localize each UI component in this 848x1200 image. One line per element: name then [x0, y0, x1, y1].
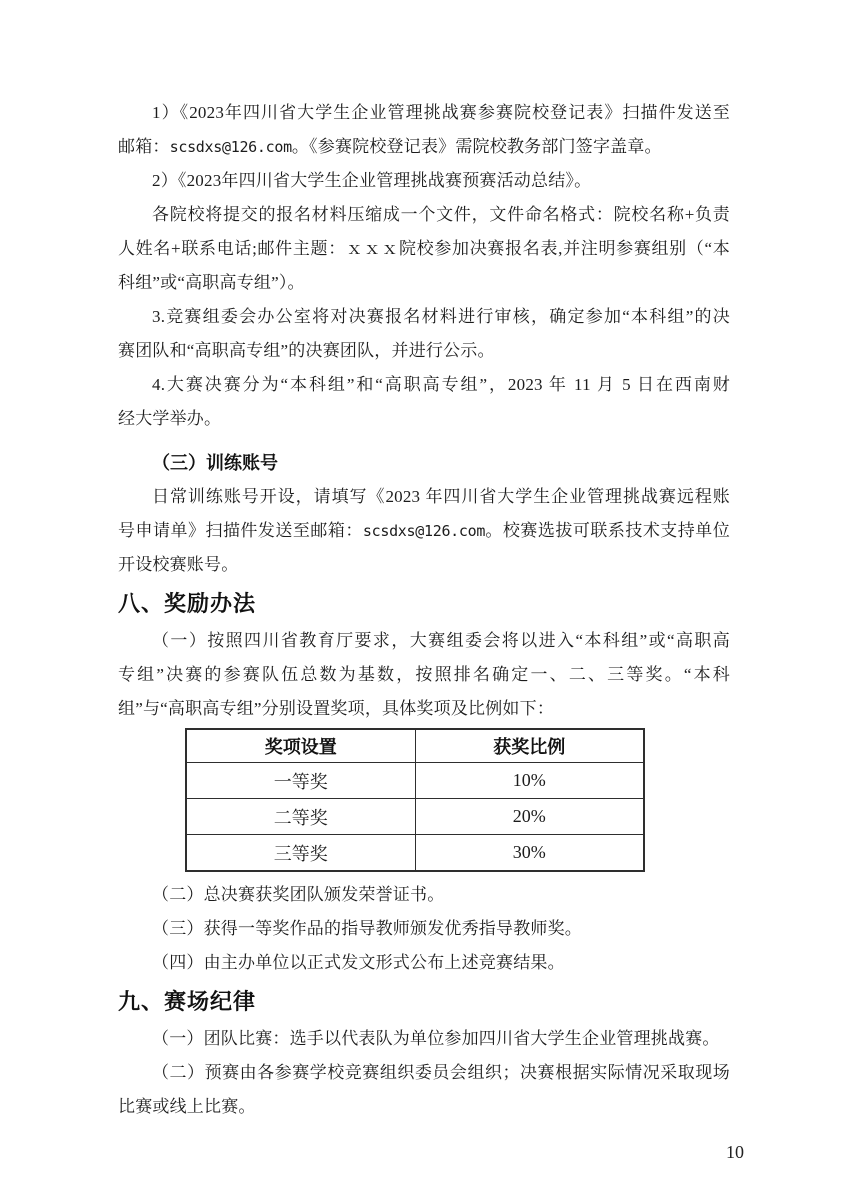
paragraph-line-email	[118, 130, 730, 164]
table-cell-prize: 一等奖	[186, 763, 415, 799]
table-header-row	[186, 729, 644, 763]
paragraph-line: （二）预赛由各参赛学校竞赛组织委员会组织；决赛根据实际情况采取现场	[152, 1063, 730, 1082]
section-heading-awards: 八、奖励办法	[118, 591, 257, 616]
page-number: 10	[726, 1142, 744, 1162]
table-cell-prize: 三等奖	[186, 835, 415, 872]
paragraph-line: 组”与“高职高专组”分别设置奖项，具体奖项及比例如下：	[118, 699, 555, 718]
line-text: 。校赛选拔可联系技术支持单位	[485, 521, 730, 540]
section-heading-discipline: 九、赛场纪律	[118, 989, 257, 1014]
paragraph-line: 经大学举办。	[118, 409, 222, 428]
awards-table	[185, 728, 645, 872]
paragraph-line: 开设校赛账号。	[118, 555, 239, 574]
paragraph-line: 科组”或“高职高专组”）。	[118, 273, 305, 292]
paragraph-line: 人姓名+联系电话;邮件主题：ｘｘｘ院校参加决赛报名表,并注明参赛组别（“本	[118, 239, 730, 258]
line-text: 邮箱：	[118, 137, 170, 156]
paragraph-line: （三）获得一等奖作品的指导教师颁发优秀指导教师奖。	[152, 919, 582, 938]
paragraph-line: （二）总决赛获奖团队颁发荣誉证书。	[152, 885, 445, 904]
table-row	[186, 763, 644, 799]
table-row	[186, 799, 644, 835]
paragraph-line: （一）按照四川省教育厅要求，大赛组委会将以进入“本科组”或“高职高	[152, 631, 730, 650]
line-text: 。《参赛院校登记表》需院校教务部门签字盖章。	[291, 137, 662, 156]
email-address: scsdxs@126.com	[362, 522, 486, 540]
section-heading-training-account: （三）训练账号	[152, 453, 278, 473]
table-cell-prize: 二等奖	[186, 799, 415, 835]
paragraph-line: 2）《2023年四川省大学生企业管理挑战赛预赛活动总结》。	[152, 171, 592, 190]
paragraph-line-email	[118, 514, 730, 548]
table-header-prize: 奖项设置	[186, 729, 415, 763]
table-row	[186, 835, 644, 872]
paragraph-line: 4.大赛决赛分为“本科组”和“高职高专组”，2023 年 11 月 5 日在西南财	[152, 375, 730, 394]
table-cell-ratio: 10%	[415, 763, 644, 799]
table-cell-ratio: 30%	[415, 835, 644, 872]
paragraph-line: 3.竞赛组委会办公室将对决赛报名材料进行审核，确定参加“本科组”的决	[152, 307, 730, 326]
paragraph-line: 各院校将提交的报名材料压缩成一个文件，文件命名格式：院校名称+负责	[152, 205, 730, 224]
paragraph-line: 1）《2023年四川省大学生企业管理挑战赛参赛院校登记表》扫描件发送至	[152, 103, 730, 122]
paragraph-line: 比赛或线上比赛。	[118, 1097, 256, 1116]
line-text: 号申请单》扫描件发送至邮箱：	[118, 521, 363, 540]
paragraph-line: （一）团队比赛：选手以代表队为单位参加四川省大学生企业管理挑战赛。	[152, 1029, 720, 1048]
email-address: scsdxs@126.com	[169, 138, 292, 156]
paragraph-line: 专组”决赛的参赛队伍总数为基数，按照排名确定一、二、三等奖。“本科	[118, 665, 730, 684]
table-cell-ratio: 20%	[415, 799, 644, 835]
table-header-ratio: 获奖比例	[415, 729, 644, 763]
paragraph-line: （四）由主办单位以正式发文形式公布上述竞赛结果。	[152, 953, 565, 972]
paragraph-line: 赛团队和“高职高专组”的决赛团队，并进行公示。	[118, 341, 495, 360]
paragraph-line: 日常训练账号开设，请填写《2023 年四川省大学生企业管理挑战赛远程账	[152, 487, 730, 506]
